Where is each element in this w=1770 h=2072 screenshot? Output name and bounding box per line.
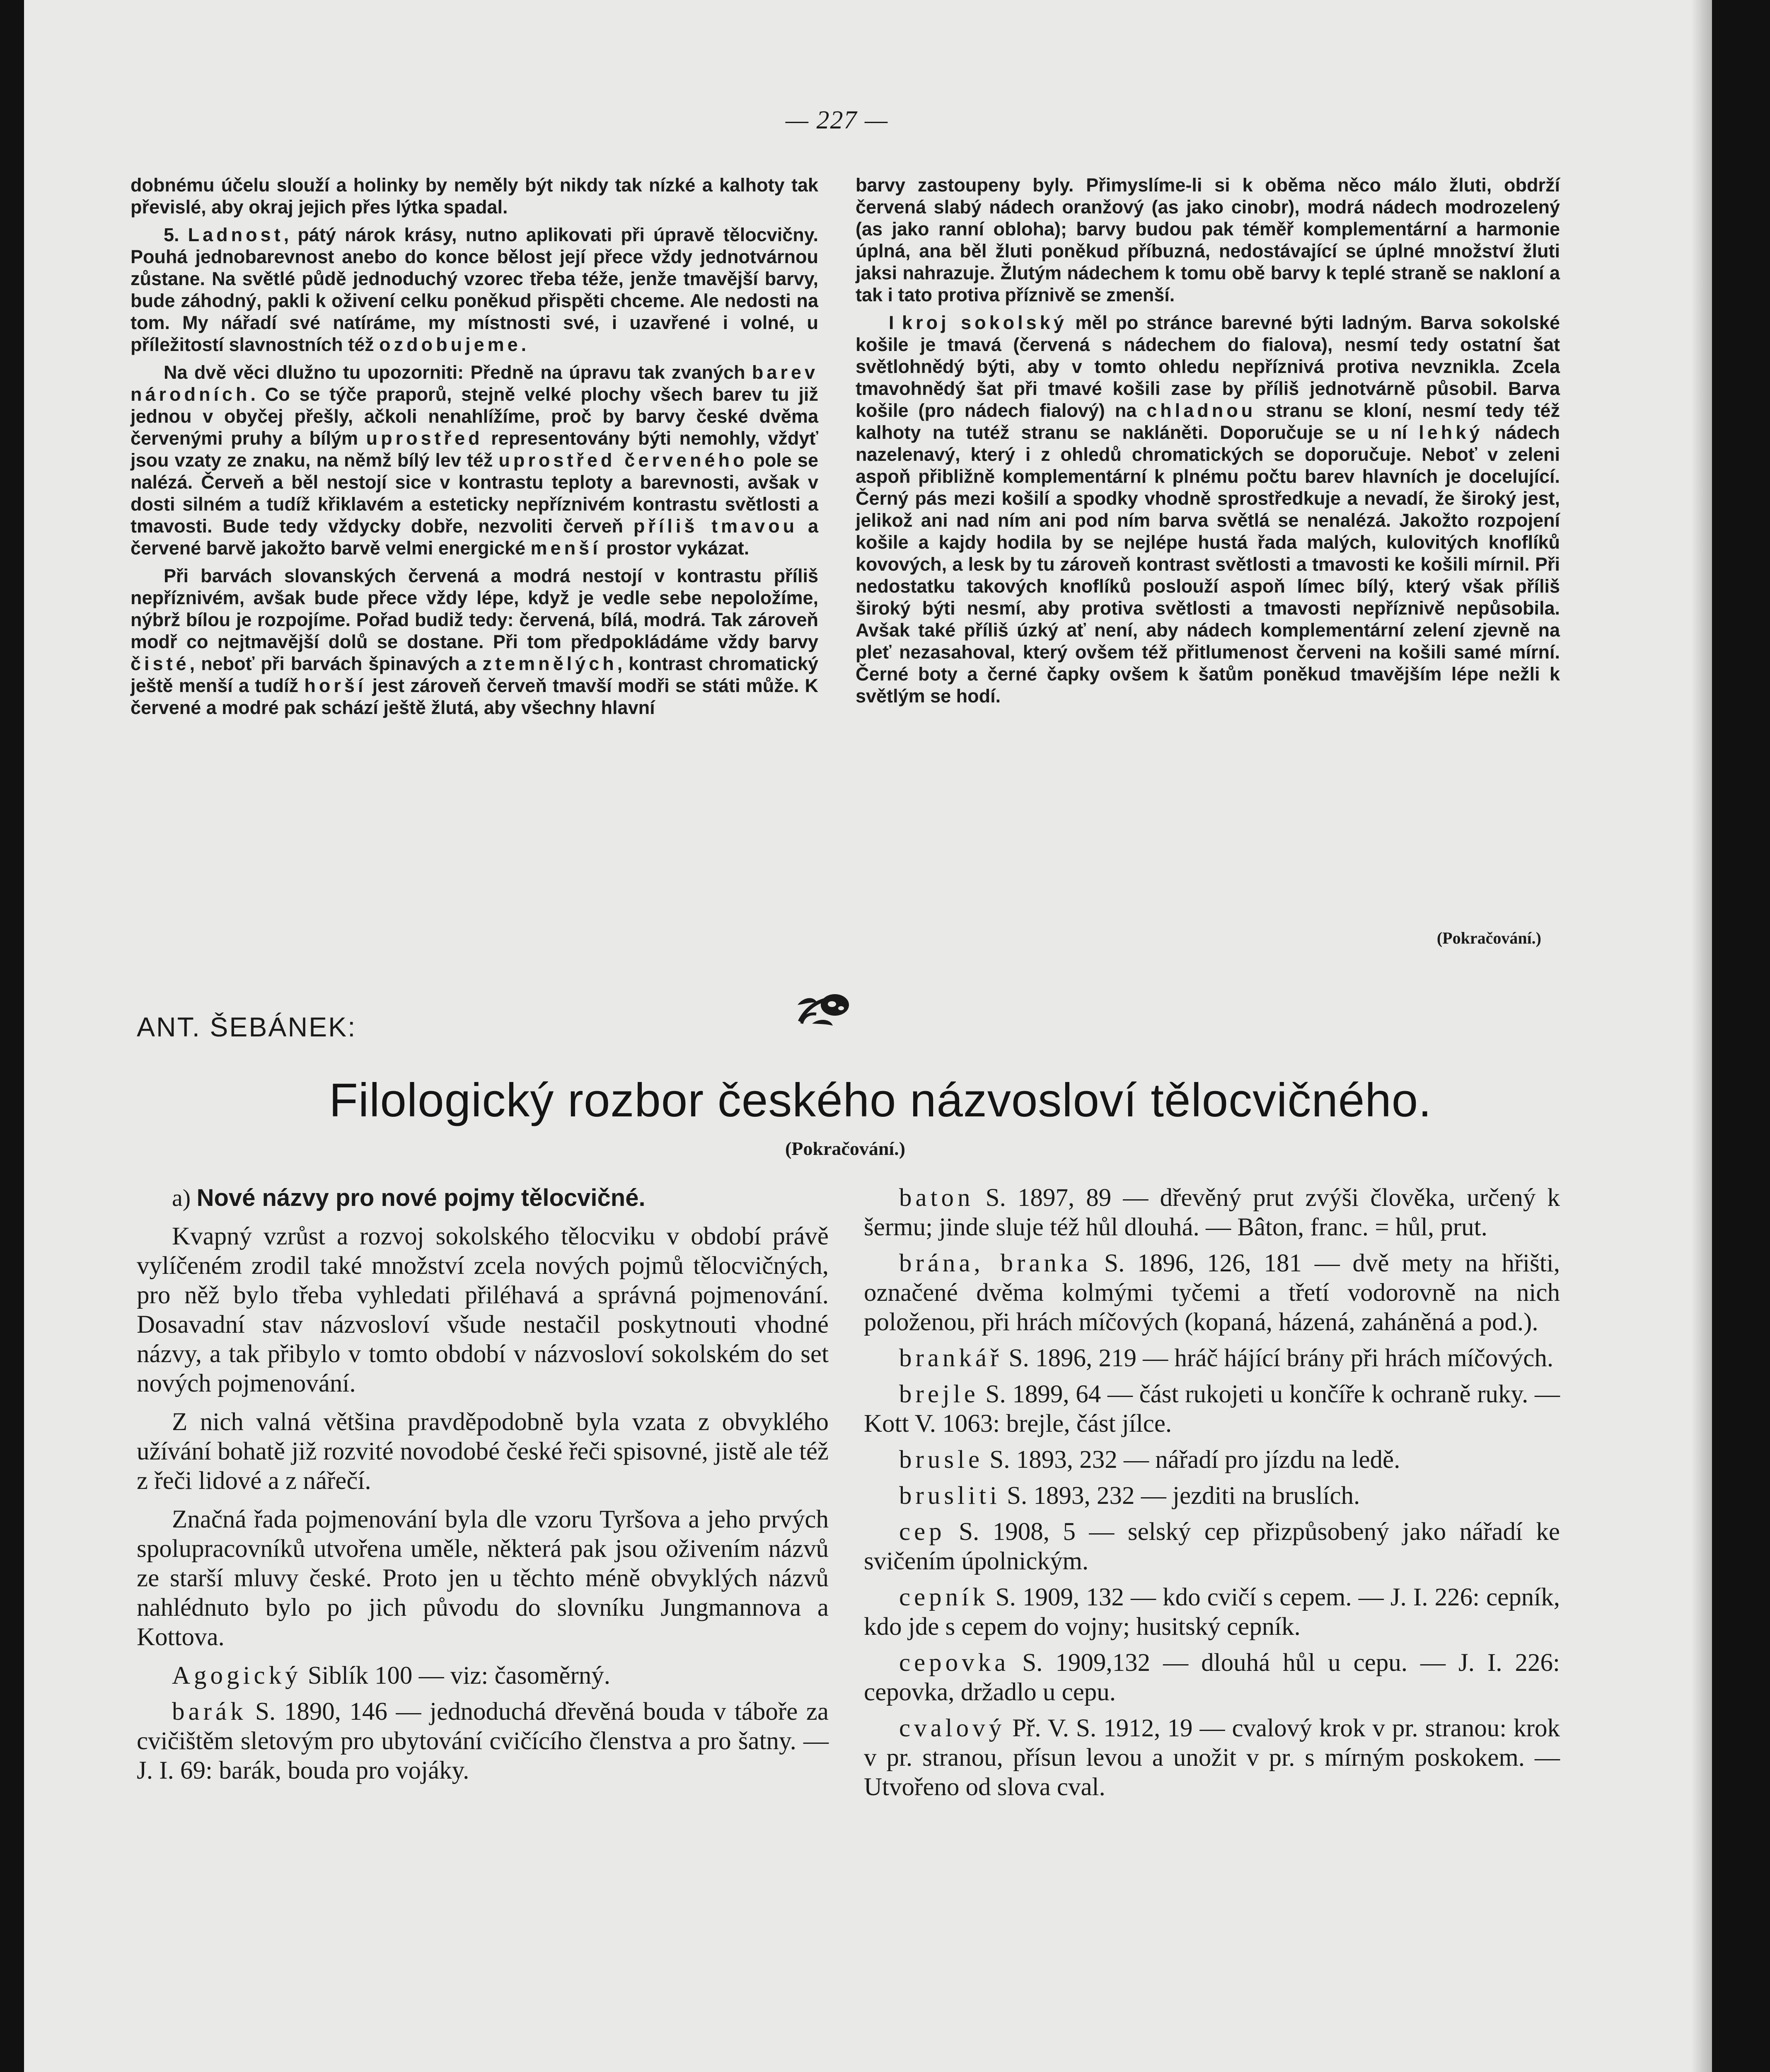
article-left-column	[137, 1183, 829, 1792]
paragraph: barvy zastoupeny byly. Přimyslíme-li si k oběma něco málo žluti, obdrží červená slabý nádech oranžový (as jako cinobr), modrá nádech modrozelený (as jako ranní obloha); barvy budou pak téměř komplementární a harmonie úplná, ana běl žluti poněkud příbuzná, nedostávající se úplné množství žluti jaksi nahrazuje. Žlutým nádechem k tomu obě barvy k teplé straně se nakloní a tak i tato protiva příznivě se zmenší.	[856, 174, 1560, 305]
continuation-note: (Pokračování.)	[1436, 929, 1541, 947]
glossary-entry: brejle S. 1899, 64 — část rukojeti u končíře k ochraně ruky. — Kott V. 1063: brejle, část jílce.	[864, 1380, 1560, 1438]
glossary-entry: brusliti S. 1893, 232 — jezditi na bruslích.	[899, 1482, 1360, 1510]
glossary-entry: baton S. 1897, 89 — dřevěný prut zvýši člověka, určený k šermu; jinde sluje též hůl dlouhá. — Bâton, franc. = hůl, prut.	[864, 1184, 1560, 1241]
author-name: ANT. ŠEBÁNEK:	[137, 1012, 357, 1042]
paragraph: Při barvách slovanských červená a modrá nestojí v kontrastu příliš nepříznivém, avšak bude přece vždy lépe, když je vedle sebe nepoložíme, nýbrž bílou je rozpojíme. Pořad budiž tedy: červená, bílá, modrá. Tak zároveň modř co nejtmavější dolů se dostane. Při tom předpokládáme vždy barvy čisté, neboť při barvách špinavých a ztemnělých, kontrast chromatický ještě menší a tudíž horší jest zároveň červeň tmavší modři se státi může. K červené a modré pak schází ještě žlutá, aby všechny hlavní	[131, 565, 819, 718]
paragraph: Z nich valná většina pravděpodobně byla vzata z obvyklého užívání bohatě již rozvité novodobé české řeči spisovné, jistě ale též z řeči lidové a z nářečí.	[137, 1408, 829, 1495]
paragraph: dobnému účelu slouží a holinky by neměly být nikdy tak nízké a kalhoty tak převislé, aby okraj jejich přes lýtka spadal.	[131, 174, 818, 218]
glossary-entry: brankář S. 1896, 219 — hráč hájící brány při hrách míčových.	[899, 1344, 1554, 1372]
scan-border-right	[1712, 0, 1770, 2072]
scan-shadow-right	[1691, 0, 1712, 2072]
paragraph: Značná řada pojmenování byla dle vzoru Tyršova a jeho prvých spolupracovníků utvořena uměle, některá pak jsou oživením názvů ze starší mluvy české. Proto jen u těchto méně obvyklých názvů nahlédnuto bylo po jich původu do slovníku Jungmannova a Kottova.	[137, 1506, 829, 1651]
paragraph: I kroj sokolský měl po stránce barevné býti ladným. Barva sokolské košile je tmavá (červená s nádechem do fialova), nesmí tedy ostatní šat světlohnědý býti, aby v tomto ohledu nepříznivá protiva nevznikla. Zcela tmavohnědý šat při tmavé košili zase by příliš jednotvárně působil. Barva košile (pro nádech fialový) na chladnou stranu se kloní, nesmí tedy též kalhoty na tutéž stranu se nakláněti. Doporučuje se u ní lehký nádech nazelenavý, který i z ohledů chromatických se doporučuje. Neboť v zeleni aspoň přibližně komplementární k plnému počtu barev hlavních je docelující. Černý pás mezi košilí a spodky vhodně sprostředkuje a nevadí, že široký jest, jelikož ani nad ním ani pod ním barva světlá se nenalézá. Jakožto rozpojení košile a kajdy hodila by se nejlépe hustá řada malých, kulovitých knoflíků kovových, a lesk by tu zároveň kontrast světlosti a tmavosti ke košili mírnil. Při nedostatku takových knoflíků poslouží aspoň límec bílý, který však příliš široký býti nesmí, aby protiva světlosti a tmavosti nepříznivě nepůsobila. Avšak také příliš úzký ať není, aby nádech komplementární zelení zjevně na pleť nezasahoval, který ovšem též přitlumenost červeni na košili samé mírní. Černé boty a černé čapky ovšem k šatům poněkud tmavějším lépe nežli k světlým se hodí.	[856, 312, 1560, 707]
scan-border-left	[0, 0, 24, 2072]
glossary-entry: brusle S. 1893, 232 — nářadí pro jízdu na ledě.	[899, 1446, 1400, 1474]
section-subheading: a) Nové názvy pro nové pojmy tělocvičné.	[172, 1184, 646, 1211]
page-number: — 227 —	[785, 106, 889, 134]
glossary-entry: cvalový Př. V. S. 1912, 19 — cvalový krok v pr. stranou: krok v pr. stranou, přísun levou a unožit v pr. s mírným poskokem. — Utvořeno od slova cval.	[864, 1714, 1560, 1801]
floral-ornament-icon	[791, 984, 854, 1034]
paragraph: Kvapný vzrůst a rozvoj sokolského tělocviku v období právě vylíčeném zrodil také množství zcela nových pojmů tělocvičných, pro něž bylo třeba vyhledati přiléhavá a správná pojmenování. Dosavadní stav názvosloví všude nestačil poskytnouti vhodné názvy, a tak přibylo v tomto období v názvosloví sokolském do set nových pojmenování.	[137, 1222, 829, 1397]
paragraph: Na dvě věci dlužno tu upozorniti: Předně na úpravu tak zvaných barev národních. Co se týče praporů, stejně velké plochy všech barev tu již jednou v obyčej přešly, ačkoli nenahlížíme, proč by barvy české dvěma červenými pruhy a bílým uprostřed representovány býti nemohly, vždyť jsou vzaty ze znaku, na němž bílý lev též uprostřed červeného pole se nalézá. Červeň a běl nestojí sice v kontrastu teploty a barevnosti, avšak v dosti silném a tudíž křiklavém a esteticky nepříznivém kontrastu světlosti a tmavosti. Bude tedy vždycky dobře, nezvoliti červeň příliš tmavou a červené barvě jakožto barvě velmi energické menší prostor vykázat.	[131, 362, 818, 559]
glossary-entry: Agogický Siblík 100 — viz: časoměrný.	[172, 1662, 611, 1690]
glossary-entry: cepovka S. 1909,132 — dlouhá hůl u cepu. — J. I. 226: cepovka, držadlo u cepu.	[864, 1649, 1560, 1706]
glossary-entry: cepník S. 1909, 132 — kdo cvičí s cepem. — J. I. 226: cepník, kdo jde s cepem do vojny; husitský cepník.	[864, 1583, 1560, 1641]
article-right-column	[864, 1183, 1560, 1808]
glossary-entry: barák S. 1890, 146 — jednoduchá dřevěná bouda v táboře za cvičištěm sletovým pro ubytování cvičícího členstva a pro šatny. — J. I. 69: barák, bouda pro vojáky.	[137, 1698, 829, 1784]
glossary-entry: brána, branka S. 1896, 126, 181 — dvě mety na hřišti, označené dvěma kolmými tyčemi a třetí vodorovně na nich položenou, při hrách míčových (kopaná, házená, zaháněná a pod.).	[864, 1249, 1560, 1336]
paragraph: 5. Ladnost, pátý nárok krásy, nutno aplikovati při úpravě tělocvičny. Pouhá jednobarevnost anebo do konce bělost její přece vždy jednotvárnou zůstane. Na světlé půdě jednoduchý vzorec třeba téže, jenže tmavější barvy, bude záhodný, pakli k oživení celku poněkud přispěti chceme. Ale nedosti na tom. My nářadí své natíráme, my místnosti své, i uzavřené i volné, u příležitostí slavnostních též ozdobujeme.	[131, 224, 818, 355]
title-continuation-note: (Pokračování.)	[785, 1138, 905, 1159]
glossary-entry: cep S. 1908, 5 — selský cep přizpůsobený jako nářadí ke svičením úpolnickým.	[864, 1518, 1560, 1575]
article-title: Filologický rozbor českého názvosloví tělocvičného.	[329, 1074, 1432, 1127]
top-article-left-column	[131, 174, 818, 724]
top-article-right-column	[856, 174, 1560, 713]
